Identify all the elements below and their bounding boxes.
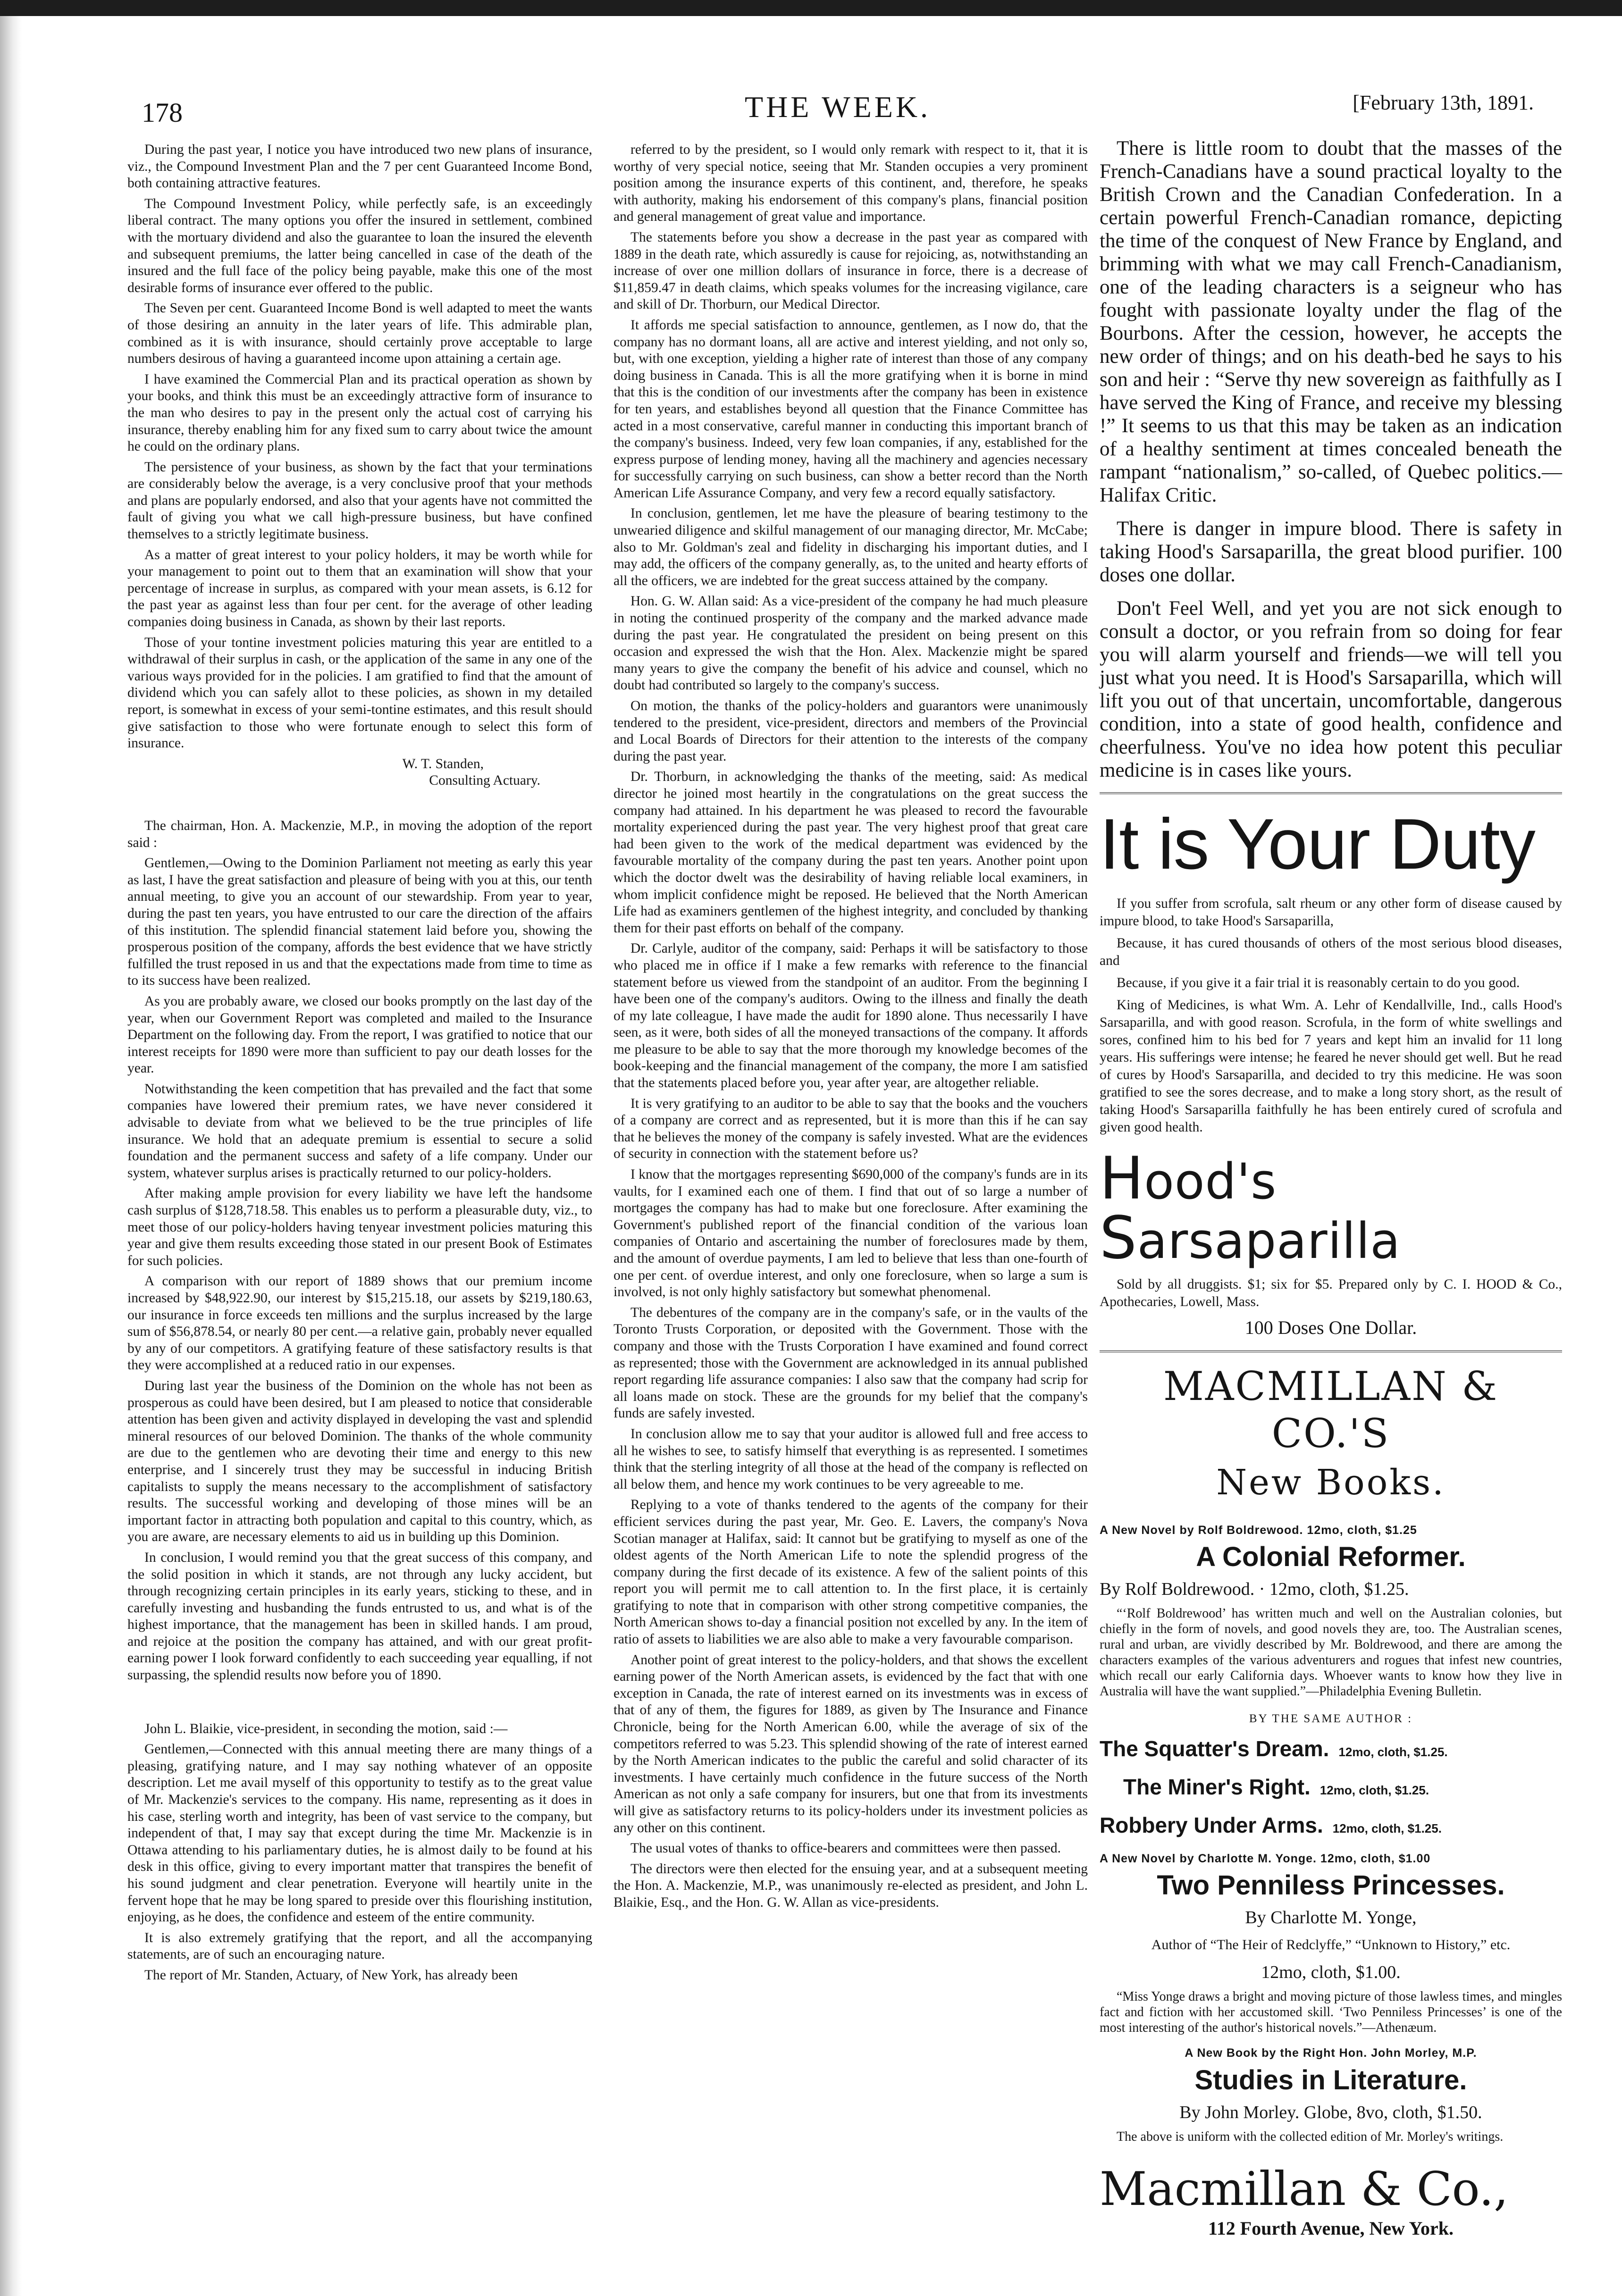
paragraph: It is also extremely gratifying that the report, and all the accompanying statements, are of such an encouraging nature. (127, 1930, 592, 1962)
book-review: “‘Rolf Boldrewood’ has written much and well on the Australian colonies, but chiefly in the form of novels, and good novels they are, too. The Australian scenes, rural and urban, are vividly described by Mr. Boldrewood, and there are among the characters examples of the various adventurers and rogues that infest new countries, which recall our early California days. Whoever wants to know how they live in Australia will have the want supplied.”—Philadelphia Evening Bulletin. (1100, 1606, 1562, 1699)
paragraph: There is danger in impure blood. There is safety in taking Hood's Sarsaparilla, the great blood purifier. 100 doses one dollar. (1100, 518, 1562, 586)
paragraph: There is little room to doubt that the masses of the French-Canadians have a sound practical loyalty to the British Crown and the Canadian Confederation. In a certain powerful French-Canadian romance, depicting the time of the conquest of New France by England, and brimming with what we may call French-Canadianism, one of the leading characters is a seigneur who has fought with passionate loyalty under the flag of the Bourbons. After the cession, however, he accepts the new order of things; and on his death-bed he says to his son and heir : “Serve thy new sovereign as faithfully as I have served the King of France, and receive my blessing !” It seems to us that this may be taken as an indication of a healthy sentiment at times concealed beneath the rampant “nationalism,” so-called, of Quebec politics.—Halifax Critic. (1100, 137, 1562, 506)
paragraph: The Compound Investment Policy, while perfectly safe, is an exceedingly liberal contract. The many options you offer the insured in settlement, combined with the mortuary dividend and also the guarantee to loan the insured the eleventh and subsequent premiums, the latter being cancelled in case of the death of the insured and the full face of the policy being payable, make this one of the most desirable forms of insurance ever offered to the public. (127, 196, 592, 295)
hoods-sarsaparilla-logo: Hood's Sarsaparilla (1100, 1145, 1401, 1272)
book-note: The above is uniform with the collected edition of Mr. Morley's writings. (1117, 2129, 1504, 2144)
book-listing: The Miner's Right. 12mo, cloth, $1.25. (1123, 1774, 1429, 1799)
divider (1100, 1350, 1562, 1352)
paragraph: After making ample provision for every liability we have left the handsome cash surplus of $128,718.58. This enables us to perform a pleasurable duty, viz., to meet those of our policy-holders having tenyear investment policies maturing this year and give them results exceeding those stated in our present Book of Estimates for such policies. (127, 1186, 592, 1268)
paragraph: Dr. Thorburn, in acknowledging the thanks of the meeting, said: As medical director he joined most heartily in the congratulations on the great success the company had attained. In his department he was pleased to record the favourable mortality experienced during the past year. The very highest proof that great care had been given to the work of the medical department was evidenced by the favourable mortality of the company during the past ten years. Another point upon which the doctor dwelt was the desirability of having reliable local examiners, in whom implicit confidence might be reposed. He believed that the North American Life had as examiners gentlemen of the highest integrity, and concluded by thanking them for their past efforts on behalf of the company. (614, 769, 1088, 936)
paragraph: Another point of great interest to the policy-holders, and that shows the excellent earning power of the North American assets, is evidenced by the fact that with one exception in Canada, the rate of interest earned on its investments was in excess of that of any of them, the figures for 1889, as given by The Insurance and Finance Chronicle, being for the North American 6.00, while the average of six of the competitors referred to was 5.23. This splendid showing of the rate of interest earned by the North American indicates to the public the careful and solid character of its investments. I have certainly much confidence in the future success of the North American as not only a safe company for insurers, but one that from its investments will give as satisfactory returns to its policy-holders under its investment policies as any other on this continent. (614, 1652, 1088, 1835)
ad-text: Because, if you give it a fair trial it is reasonably certain to do you good. (1117, 975, 1520, 990)
ad-text: If you suffer from scrofula, salt rheum or any other form of disease caused by impure blood, to take Hood's Sarsaparilla, (1100, 896, 1562, 929)
paragraph: The directors were then elected for the ensuing year, and at a subsequent meeting the Hon. A. Mackenzie, M.P., was unanimously re-elected as president, and John L. Blaikie, Esq., and the Hon. G. W. Allan as vice-presidents. (614, 1861, 1088, 1910)
page-number: 178 (142, 97, 183, 128)
page-edge-shadow (0, 0, 22, 2296)
ad-headline: It is Your Duty (1100, 804, 1535, 884)
section-heading: New Books. (1216, 1462, 1446, 1503)
signature-title: Consulting Actuary. (429, 773, 540, 788)
paragraph: As a matter of great interest to your policy holders, it may be worth while for your management to point out to them that an examination will show that your percentage of increase in surplus, as compared with your mean assets, is 6.12 for the past year as against less than four per cent. for the average of other leading companies doing business in Canada, as shown by their last reports. (127, 547, 592, 630)
column-3 (1100, 137, 1562, 2237)
paragraph: It affords me special satisfaction to announce, gentlemen, as I now do, that the company has no dormant loans, all are active and interest yielding, and not only so, but, with one exception, yielding a higher rate of interest than those of any company doing business in Canada. This is all the more gratifying when it is borne in mind that this is the condition of our investments after the company has been in existence for ten years, and establishes beyond all question that the Finance Committee has acted in a most conservative, careful manner in conducting this important branch of the company's business. Indeed, very few loan companies, if any, established for the express purpose of lending money, having all the machinery and agencies necessary for successfully carrying on such business, can show a better record than the North American Life Assurance Company, and very few a record equally satisfactory. (614, 317, 1088, 501)
ad-tagline: 100 Doses One Dollar. (1244, 1317, 1417, 1338)
paragraph: John L. Blaikie, vice-president, in seconding the motion, said :— (144, 1721, 508, 1736)
paragraph: The usual votes of thanks to office-bearers and committees were then passed. (630, 1841, 1061, 1856)
paragraph: In conclusion, I would remind you that the great success of this company, and the solid position in which it stands, are not through any lucky accident, but through recognizing certain principles in its early years, sticking to these, and in carefully investing and husbanding the funds entrusted to us, and what is of the highest importance, that the management has been in skilled hands. I am proud, and rejoice at the position the company has attained, and with our great profit-earning power I look forward confidently to each succeeding year equalling, if not surpassing, the splendid results now before you of 1890. (127, 1550, 592, 1683)
book-byline: By Rolf Boldrewood. · 12mo, cloth, $1.25. (1100, 1579, 1409, 1600)
paragraph: Hon. G. W. Allan said: As a vice-president of the company he had much pleasure in noting the continued prosperity of the company and the marked advance made during the past year. He congratulated the president on being present on this occasion and expressed the wish that the Hon. Alex. Mackenzie might be spared many years to give the company the benefit of his advice and counsel, which no doubt had contributed so largely to the company's success. (614, 594, 1088, 693)
scan-top-border (0, 0, 1622, 16)
book-review: “Miss Yonge draws a bright and moving picture of those lawless times, and mingles fact and fiction with her accustomed skill. ‘Two Penniless Princesses’ is one of the most interesting of the author's historical novels.”—Athenæum. (1100, 1989, 1562, 2036)
column-2 (614, 142, 1088, 1915)
book-title: A Colonial Reformer. (1196, 1542, 1466, 1573)
paragraph: As you are probably aware, we closed our books promptly on the last day of the year, when our Government Report was completed and mailed to the Insurance Department on the following day. From the report, I was gratified to notice that our interest receipts for 1890 were more than sufficient to pay our death losses for the year. (127, 993, 592, 1076)
paragraph: The Seven per cent. Guaranteed Income Bond is well adapted to meet the wants of those desiring an annuity in the later years of life. This admirable plan, combined as it is with insurance, should certainly prove acceptable to large numbers desirous of having a guaranteed income upon attaining a certain age. (127, 301, 592, 367)
paragraph: In conclusion allow me to say that your auditor is allowed full and free access to all he wishes to see, to satisfy himself that everything is as represented. I sometimes think that the sterling integrity of all those at the head of the company is reflected on all below them, and hence my work continues to be very agreeable to me. (614, 1426, 1088, 1492)
paragraph: In conclusion, gentlemen, let me have the pleasure of bearing testimony to the unwearied diligence and skilful management of our managing director, Mr. McCabe; also to Mr. Goldman's zeal and fidelity in discharging his important duties, and I may add, the officers of the company generally, as, to the united and hearty efforts of all the officers, we are indebted for the great success attained by the company. (614, 506, 1088, 588)
paragraph: A comparison with our report of 1889 shows that our premium income increased by $48,922.90, our interest by $15,215.18, our assets by $219,180.63, our insurance in force exceeds ten millions and the surplus increased by the large sum of $56,878.54, or nearly 80 per cent.—a relative gain, probably never equalled by any of our competitors. A gratifying feature of these satisfactory results is that they were accomplished at a reduced ratio in our expenses. (127, 1274, 592, 1373)
paragraph: The report of Mr. Standen, Actuary, of New York, has already been (144, 1967, 518, 1983)
paragraph: It is very gratifying to an auditor to be able to say that the books and the vouchers of a company are correct and as represented, but it is more than this if he can say that he believes the money of the company is safely invested. What are the evidences of security in connection with the statement before us? (614, 1096, 1088, 1162)
column-1 (127, 142, 592, 1988)
paragraph: Notwithstanding the keen competition that has prevailed and the fact that some companies have lowered their premium rates, we have never considered it advisable to deviate from what we believed to be the true principles of life insurance. We hold that an adequate premium is essential to secure a solid foundation and the permanent success and safety of a life company. Under our system, whatever surplus arises is practically returned to our policy-holders. (127, 1081, 592, 1181)
page-header (142, 85, 1534, 127)
paragraph: The debentures of the company are in the company's safe, or in the vaults of the Toronto Trusts Corporation, or deposited with the Government. Those with the company and those with the Trusts Corporation I have examined and found correct as represented; those with the Government are acknowledged in its annual published report regarding life assurance companies: I also saw that the company had scrip for all loans made on stock. These are the grounds for my belief that the company's funds are safely invested. (614, 1305, 1088, 1421)
paragraph: Gentlemen,—Owing to the Dominion Parliament not meeting as early this year as last, I have the great satisfaction and pleasure of being with you at this, our tenth annual meeting, to give you an account of our stewardship. From year to year, during the past ten years, you have entrusted to our care the direction of the affairs of this institution. The splendid financial statement laid before you, showing the prosperous position of the company, affords the best evidence that we have strictly fulfilled the trust reposed in us and that the expectations made from time to time as to its success have been realized. (127, 855, 592, 989)
signature-name: W. T. Standen, (402, 756, 484, 771)
paragraph: referred to by the president, so I would only remark with respect to it, that it is worthy of very special notice, seeing that Mr. Standen occupies a very prominent position among the insurance experts of this continent, and, therefore, he speaks with authority, making his endorsement of this company's plans, financial position and general management of great value and importance. (614, 142, 1088, 225)
book-edition: 12mo, cloth, $1.00. (1261, 1962, 1401, 1983)
ad-text: Because, it has cured thousands of others of the most serious blood diseases, and (1100, 936, 1562, 968)
paragraph: During last year the business of the Dominion on the whole has not been as prosperous as could have been desired, but I am pleased to notice that considerable attention has been given and activity displayed in developing the vast and splendid mineral resources of our beloved Dominion. The thanks of the whole community are due to the gentlemen who are devoting their time and energy to this new enterprise, and I sincerely trust they may be successful in inducing British capitalists to supply the means necessary to the accomplishment of satisfactory results. The successful working and developing of those mines will be an important factor in attracting both population and capital to this country, which, as you are aware, are necessary elements to aid us in building up this Dominion. (127, 1378, 592, 1545)
paragraph: Gentlemen,—Connected with this annual meeting there are many things of a pleasing, gratifying nature, and I may say nothing whatever of an opposite description. Let me avail myself of this opportunity to testify as to the great value of Mr. Mackenzie's services to the company. His name, representing as it does in his case, sterling worth and integrity, has been of vast service to the company, but independent of that, I may say that except during the time Mr. Mackenzie is in Ottawa attending to his parliamentary duties, he is almost daily to be found at his desk in this office, giving to every important matter that transpires the benefit of his sound judgment and clear penetration. Everyone will heartily unite in the fervent hope that he may be long spared to preside over this flourishing institution, enjoying, as he does, the confidence and esteem of the entire community. (127, 1742, 592, 1925)
book-title: Studies in Literature. (1194, 2064, 1467, 2095)
paragraph: The persistence of your business, as shown by the fact that your terminations are considerably below the average, is a very conclusive proof that your methods and plans are popularly endorsed, and also that your agents have not committed the fault of giving you what we call high-pressure business, but have confined themselves to a strictly legitimate business. (127, 459, 592, 542)
publisher-signature: Macmillan & Co., (1100, 2162, 1509, 2216)
subheading: BY THE SAME AUTHOR : (1249, 1712, 1413, 1726)
paragraph: During the past year, I notice you have introduced two new plans of insurance, viz., the Compound Investment Plan and the 7 per cent Guaranteed Income Bond, both containing attractive features. (127, 142, 592, 191)
publication-title: THE WEEK. (744, 90, 931, 124)
paragraph: On motion, the thanks of the policy-holders and guarantors were unanimously tendered to the president, vice-president, directors and members of the Provincial and Local Boards of Directors for their attention to the interests of the company during the past year. (614, 698, 1088, 764)
paragraph: Dr. Carlyle, auditor of the company, said: Perhaps it will be satisfactory to those who placed me in office if I make a few remarks with reference to the financial statement before us viewed from the standpoint of an auditor. From the beginning I have been one of the company's auditors. Owing to the illness and finally the death of my late colleague, I have made the audit for 1890 alone. Thus necessarily I have seen, as it were, both sides of all the moneyed transactions of the company. It affords me pleasure to be able to say that the more thorough my knowledge becomes of the book-keeping and the financial management of the company, the more I am satisfied that the statements placed before you, year after year, are altogether reliable. (614, 941, 1088, 1091)
book-title: Two Penniless Princesses. (1157, 1870, 1505, 1901)
book-announcement: A New Novel by Charlotte M. Yonge. 12mo, cloth, $1.00 (1100, 1852, 1431, 1865)
book-byline: By Charlotte M. Yonge, (1245, 1908, 1417, 1928)
publisher-heading: MACMILLAN & CO.'S (1163, 1363, 1499, 1457)
paragraph: Don't Feel Well, and yet you are not sick enough to consult a doctor, or you refrain from so doing for fear you will alarm yourself and friends—we will tell you just what you need. It is Hood's Sarsaparilla, which will lift you out of that uncertain, uncomfortable, dangerous condition, into a state of good health, confidence and cheerfulness. You've no idea how potent this peculiar medicine is in cases like yours. (1100, 597, 1562, 781)
paragraph: The statements before you show a decrease in the past year as compared with 1889 in the death rate, which assuredly is cause for rejoicing, as, notwithstanding an increase of over one million dollars of insurance in force, there is a decrease of $11,859.47 in death claims, which speaks volumes for the increasing vigilance, care and skill of Dr. Thorburn, our Medical Director. (614, 229, 1088, 312)
book-listing: The Squatter's Dream. 12mo, cloth, $1.25. (1100, 1736, 1448, 1761)
paragraph: Replying to a vote of thanks tendered to the agents of the company for their efficient services during the past year, Mr. Geo. E. Lavers, the company's Nova Scotian manager at Halifax, said: It cannot but be gratifying to myself as one of the oldest agents of the North American Life to note the splendid progress of the company during the first decade of its existence. A few of the salient points of this report you will permit me to call attention to. In the first place, it is certainly gratifying to note that in comparison with other strong competitive companies, the North American shows to-day a financial position not excelled by any. In the item of ratio of assets to liabilities we are also able to make a very favourable comparison. (614, 1497, 1088, 1647)
divider (1100, 792, 1562, 794)
book-announcement: A New Novel by Rolf Boldrewood. 12mo, cloth, $1.25 (1100, 1523, 1417, 1537)
paragraph: I know that the mortgages representing $690,000 of the company's funds are in its vaults, for I examined each one of them. I find that out of so large a number of mortgages the company has had to make but one foreclosure. After examining the Government's published report of the financial condition of the various loan companies of Ontario and ascertaining the number of foreclosures made by them, and the amount of overdue payments, I am led to believe that less than one-fourth of one per cent. of overdue interest, and only one foreclosure, when so large a sum is involved, is not only highly satisfactory but somewhat phenomenal. (614, 1167, 1088, 1300)
ad-text: King of Medicines, is what Wm. A. Lehr of Kendallville, Ind., calls Hood's Sarsaparilla, and with good reason. Scrofula, in the form of white swellings and sores, confined him to his bed for 7 years and kept him an invalid for 11 long years. His sufferings were intense; he feared he never should get well. But he read of cures by Hood's Sarsaparilla, and decided to try this medicine. He was soon gratified to see the sores decrease, and to make a long story short, as the result of taking Hood's Sarsaparilla faithfully he has been entirely cured of scrofula and given good health. (1100, 997, 1562, 1135)
book-byline: By John Morley. Globe, 8vo, cloth, $1.50. (1179, 2102, 1482, 2122)
paragraph: The chairman, Hon. A. Mackenzie, M.P., in moving the adoption of the report said : (127, 818, 592, 850)
book-announcement: A New Book by the Right Hon. John Morley, M.P. (1185, 2046, 1477, 2060)
paragraph: Those of your tontine investment policies maturing this year are entitled to a withdrawal of their surplus in cash, or the application of the same in any one of the various ways provided for in the policies. I am gratified to find that the amount of dividend which you can safely allot to these policies, as shown in my detailed report, is somewhat in excess of your semi-tontine estimates, and this result should give satisfaction to those who were fortunate enough to select this form of insurance. (127, 635, 592, 751)
issue-date: [February 13th, 1891. (1353, 91, 1534, 114)
book-listing: Robbery Under Arms. 12mo, cloth, $1.25. (1100, 1812, 1442, 1837)
paragraph: I have examined the Commercial Plan and its practical operation as shown by your books, and think this must be an exceedingly attractive form of insurance to the man who desires to pay in the present only the actual cost of carrying his insurance, thereby enabling him for any fixed sum to carry about twice the amount he could on the ordinary plans. (127, 371, 592, 454)
ad-text: Sold by all druggists. $1; six for $5. Prepared only by C. I. HOOD & Co., Apothecaries, Lowell, Mass. (1100, 1277, 1562, 1309)
publisher-address: 112 Fourth Avenue, New York. (1208, 2217, 1454, 2239)
book-author-note: Author of “The Heir of Redclyffe,” “Unknown to History,” etc. (1151, 1937, 1511, 1953)
